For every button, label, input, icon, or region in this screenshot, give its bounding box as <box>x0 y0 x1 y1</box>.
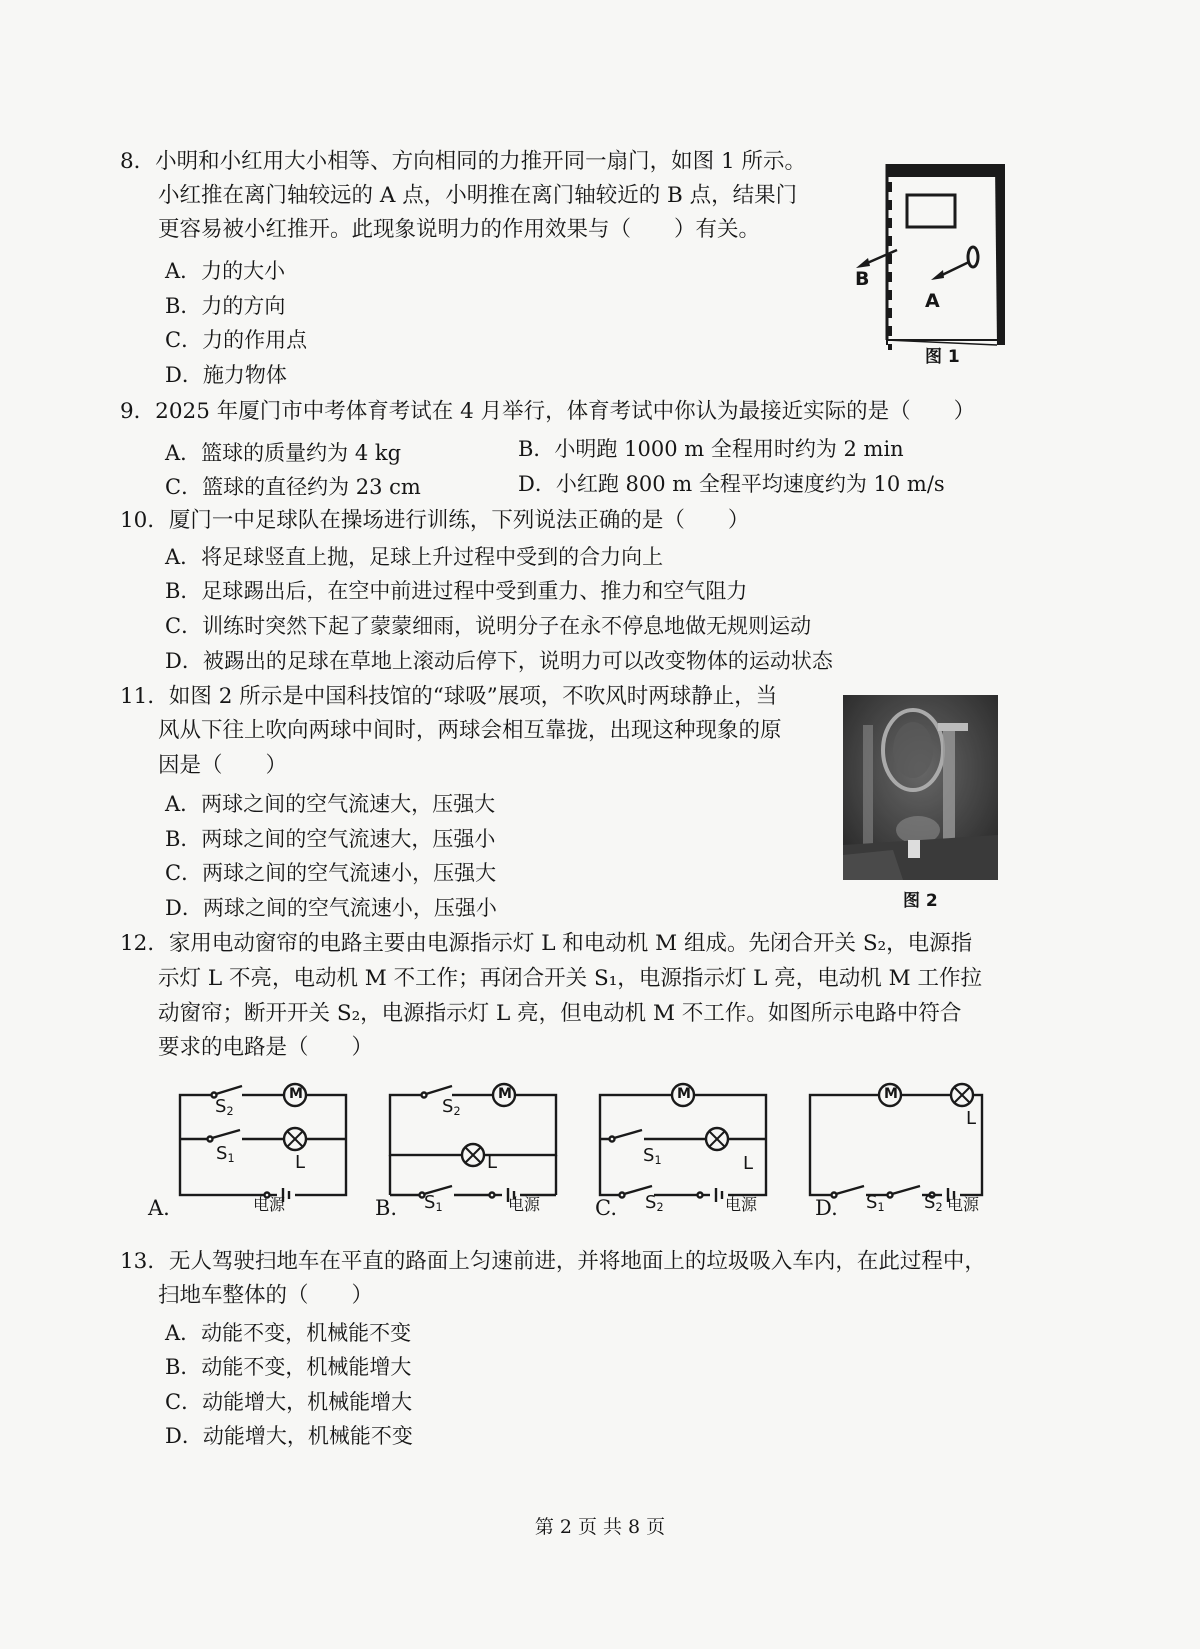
figure-2-caption: 图 2 <box>903 891 938 911</box>
q10-stem: 10．厦门一中足球队在操场进行训练，下列说法正确的是（ ） <box>120 508 750 533</box>
q10-option-b: B．足球踢出后，在空中前进过程中受到重力、推力和空气阻力 <box>165 579 748 603</box>
q12-stem-line-2: 示灯 L 不亮，电动机 M 不工作；再闭合开关 S₁，电源指示灯 L 亮，电动机 M 工作拉 <box>158 966 982 991</box>
q8-stem-line-3: 更容易被小红推开。此现象说明力的作用效果与（ ）有关。 <box>158 217 761 242</box>
q9-option-d: D．小红跑 800 m 全程平均速度约为 10 m/s <box>518 472 945 496</box>
q11-option-c: C．两球之间的空气流速小，压强大 <box>165 861 497 885</box>
circuit-d-motor-label: M <box>884 1086 898 1102</box>
circuit-c-lamp-label: L <box>743 1153 754 1174</box>
circuit-a-motor-label: M <box>289 1086 303 1102</box>
circuit-d-s1-label: $S_1$ <box>866 1192 885 1214</box>
circuit-c-motor-label: M <box>677 1086 691 1102</box>
circuit-c-s1-label: $S_1$ <box>643 1145 662 1167</box>
q13-option-d: D．动能增大，机械能不变 <box>165 1424 413 1448</box>
q11-option-b: B．两球之间的空气流速大，压强小 <box>165 827 496 851</box>
q13-stem-line-1: 13．无人驾驶扫地车在平直的路面上匀速前进，并将地面上的垃圾吸入车内，在此过程中， <box>120 1249 986 1274</box>
circuit-c <box>600 1095 766 1202</box>
figure-2-photo <box>843 695 998 880</box>
circuit-b-power-label: 电源 <box>508 1195 541 1214</box>
q13-option-c: C．动能增大，机械能增大 <box>165 1390 413 1414</box>
circuit-option-b: B. <box>375 1196 398 1220</box>
q11-stem-line-3: 因是（ ） <box>158 753 288 778</box>
figure-1-label-a: A <box>925 290 940 312</box>
q10-option-a: A．将足球竖直上抛，足球上升过程中受到的合力向上 <box>165 545 664 569</box>
circuit-b-lamp-label: L <box>487 1152 498 1173</box>
circuit-b-s2-label: $S_2$ <box>442 1096 461 1118</box>
circuit-a-s1-label: $S_1$ <box>216 1143 235 1165</box>
q8-stem-line-1: 8．小明和小红用大小相等、方向相同的力推开同一扇门，如图 1 所示。 <box>120 149 807 174</box>
q9-option-b: B．小明跑 1000 m 全程用时约为 2 min <box>518 437 904 461</box>
q9-option-a: A．篮球的质量约为 4 kg <box>165 441 402 465</box>
q8-option-d: D．施力物体 <box>165 363 287 387</box>
circuit-d-lamp-label: L <box>966 1108 977 1129</box>
q9-option-c: C．篮球的直径约为 23 cm <box>165 475 421 499</box>
circuit-d-s2-label: $S_2$ <box>924 1192 943 1214</box>
circuit-b-motor-label: M <box>498 1086 512 1102</box>
q12-stem-line-1: 12．家用电动窗帘的电路主要由电源指示灯 L 和电动机 M 组成。先闭合开关 S₂，电源指 <box>120 931 973 956</box>
q13-option-a: A．动能不变，机械能不变 <box>165 1321 412 1345</box>
circuit-c-power-label: 电源 <box>725 1195 758 1214</box>
q10-option-c: C．训练时突然下起了蒙蒙细雨，说明分子在永不停息地做无规则运动 <box>165 614 812 638</box>
q13-option-b: B．动能不变，机械能增大 <box>165 1355 412 1379</box>
circuit-a-lamp-label: L <box>295 1152 306 1173</box>
q8-stem-line-2: 小红推在离门轴较远的 A 点，小明推在离门轴较近的 B 点，结果门 <box>158 183 798 208</box>
figure-1-door <box>845 150 1015 365</box>
q11-option-a: A．两球之间的空气流速大，压强大 <box>165 792 496 816</box>
q11-stem-line-1: 11．如图 2 所示是中国科技馆的“球吸”展项，不吹风时两球静止，当 <box>120 684 778 709</box>
circuit-a-power-label: 电源 <box>253 1195 286 1214</box>
figure-1-label-b: B <box>855 268 870 290</box>
q10-option-d: D．被踢出的足球在草地上滚动后停下，说明力可以改变物体的运动状态 <box>165 649 833 673</box>
circuit-d-power-label: 电源 <box>947 1195 980 1214</box>
q9-stem: 9．2025 年厦门市中考体育考试在 4 月举行，体育考试中你认为最接近实际的是（ ） <box>120 399 976 424</box>
circuit-option-a: A. <box>148 1196 170 1220</box>
q8-option-a: A．力的大小 <box>165 259 286 283</box>
q11-stem-line-2: 风从下往上吹向两球中间时，两球会相互靠拢，出现这种现象的原 <box>158 718 782 743</box>
circuit-b-s1-label: $S_1$ <box>424 1192 443 1214</box>
q8-option-c: C．力的作用点 <box>165 328 308 352</box>
circuit-a-s2-label: $S_2$ <box>215 1096 234 1118</box>
figure-1-caption: 图 1 <box>925 347 960 367</box>
q13-stem-line-2: 扫地车整体的（ ） <box>158 1283 374 1308</box>
circuit-option-d: D. <box>815 1196 838 1220</box>
circuit-a <box>180 1086 346 1202</box>
circuit-c-s2-label: $S_2$ <box>645 1192 664 1214</box>
page-footer: 第 2 页 共 8 页 <box>534 1516 666 1538</box>
circuit-d <box>810 1095 982 1202</box>
q11-option-d: D．两球之间的空气流速小，压强小 <box>165 896 497 920</box>
q12-stem-line-4: 要求的电路是（ ） <box>158 1035 374 1060</box>
q12-stem-line-3: 动窗帘；断开开关 S₂，电源指示灯 L 亮，但电动机 M 不工作。如图所示电路中符合 <box>158 1001 962 1026</box>
q8-option-b: B．力的方向 <box>165 294 286 318</box>
circuit-option-c: C. <box>595 1196 617 1220</box>
